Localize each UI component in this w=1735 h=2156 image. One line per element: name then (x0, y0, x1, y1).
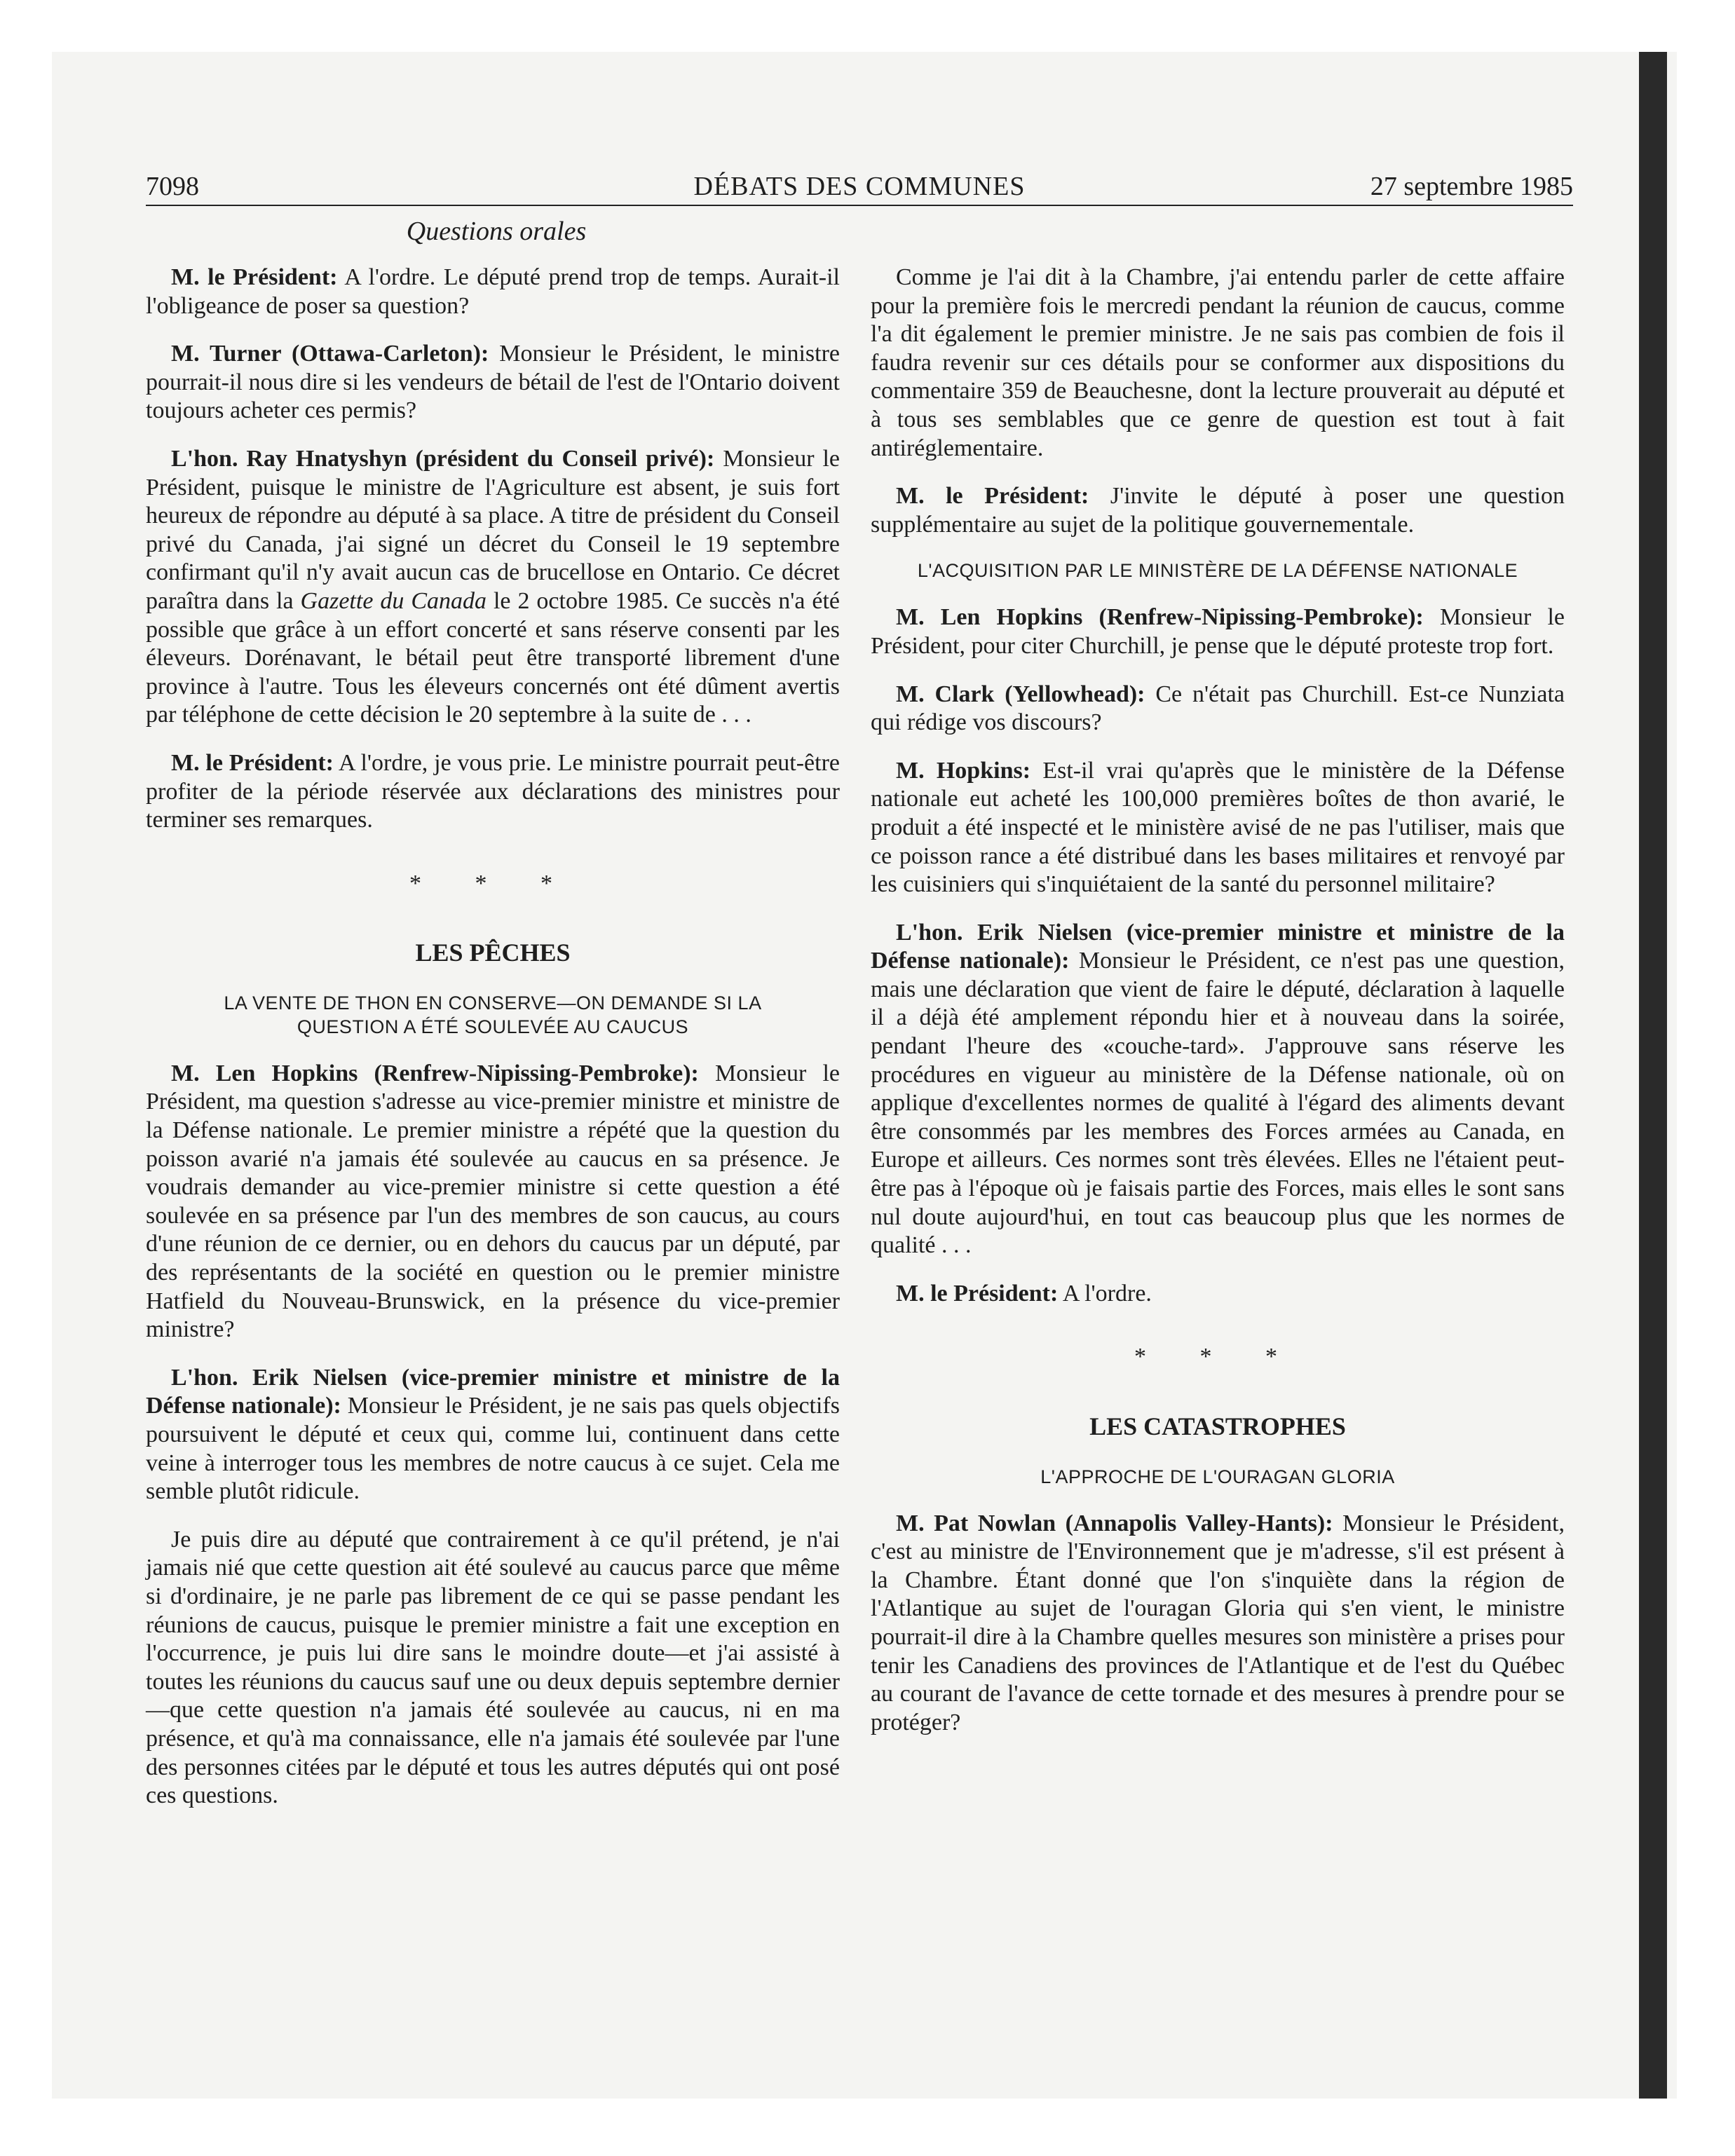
speaker-name: M. Len Hopkins (Renfrew-Nipissing-Pembroke): (896, 604, 1424, 631)
speech-text: A l'ordre. Le député prend trop de temps. Aurait-il l'obligeance de poser sa question? (146, 264, 840, 319)
publication-date: 27 septembre 1985 (1370, 172, 1573, 201)
paragraph (146, 264, 840, 320)
speaker-name: M. le Président: (896, 1280, 1059, 1306)
section-subheading: Questions orales (406, 217, 587, 246)
speaker-name: M. le Président: (896, 483, 1089, 510)
subsection-title-line: QUESTION A ÉTÉ SOULEVÉE AU CAUCUS (297, 1016, 689, 1037)
subsection-title-line: LA VENTE DE THON EN CONSERVE—ON DEMANDE SI LA (224, 992, 762, 1014)
speaker-name: L'hon. Ray Hnatyshyn (président du Conseil privé): (171, 445, 715, 472)
paragraph (871, 757, 1565, 899)
speaker-name: M. Pat Nowlan (Annapolis Valley-Hants): (896, 1510, 1333, 1536)
paragraph (871, 1510, 1565, 1738)
speech-text: Monsieur le Président, puisque le ministre de l'Agriculture est absent, je suis fort heureux de répondre au député à sa place. A titre de président du Conseil privé du Canada, j'ai signé un décret du Conseil le 19 septembre confirmant qu'il n'y avait aucun cas de brucellose en Ontario. Ce décret paraîtra dans la (146, 445, 840, 614)
paragraph (871, 264, 1565, 463)
speech-text: Comme je l'ai dit à la Chambre, j'ai entendu parler de cette affaire pour la première fois le mercredi pendant la réunion de caucus, comme l'a dit également le premier ministre. Je ne sais pas combien de fois il faudra revenir sur ces détails pour se conformer aux dispositions du commentaire 359 de Beauchesne, dont la lecture prouverait au député et à tous ses semblables que ce genre de question est tout à fait antiréglementaire. (871, 264, 1565, 461)
italic-publication: Gazette du Canada (300, 587, 487, 614)
speech-text: Monsieur le Président, je ne sais pas quels objectifs poursuivent le député et ceux qui, comme lui, continuent dans cette veine à interroger tous les membres de notre caucus à ce sujet. Cela me semble plutôt ridicule. (146, 1393, 840, 1505)
section-separator: * * * (409, 870, 576, 896)
paragraph (871, 603, 1565, 660)
paragraph (871, 482, 1565, 539)
left-column (146, 264, 840, 1830)
speaker-name: L'hon. Erik Nielsen (vice-premier ministre et ministre de la Défense nationale): (871, 919, 1565, 974)
paragraph (146, 1060, 840, 1344)
paragraph (146, 340, 840, 425)
right-column (871, 264, 1565, 1756)
section-title: LES CATASTROPHES (1089, 1412, 1346, 1440)
speaker-name: M. Hopkins: (896, 757, 1031, 784)
scan-edge-shadow (1639, 52, 1667, 2099)
page-number: 7098 (146, 172, 199, 201)
speech-text: Monsieur le Président, pour citer Churchill, je pense que le député proteste trop fort. (871, 604, 1565, 659)
speech-text: Monsieur le Président, le ministre pourrait-il nous dire si les vendeurs de bétail de l'est de l'Ontario doivent toujours acheter ces permis? (146, 341, 840, 424)
running-header (146, 170, 1573, 203)
speaker-name: M. Turner (Ottawa-Carleton): (171, 341, 489, 367)
speaker-name: L'hon. Erik Nielsen (vice-premier ministre et ministre de la Défense nationale): (146, 1364, 840, 1419)
speaker-name: M. le Président: (171, 749, 334, 776)
subsection-title: L'ACQUISITION PAR LE MINISTÈRE DE LA DÉFENSE NATIONALE (917, 560, 1518, 582)
speaker-name: M. le Président: (171, 264, 338, 290)
paragraph (146, 1526, 840, 1810)
paragraph (871, 919, 1565, 1260)
speaker-name: M. Clark (Yellowhead): (896, 681, 1145, 707)
header-rule (146, 205, 1573, 206)
section-title: LES PÊCHES (415, 939, 571, 967)
speech-text: Monsieur le Président, c'est au ministre de l'Environnement que je m'adresse, s'il est présent à la Chambre. Étant donné que l'on s'inquiète dans la région de l'Atlantique au sujet de l'ouragan Gloria qui s'en vient, le ministre pourrait-il dire à la Chambre quelles mesures son ministère a prises pour tenir les Canadiens des provinces de l'Atlantique et de l'est du Québec au courant de l'avance de cette tornade et des mesures à prendre pour se protéger? (871, 1510, 1565, 1735)
paragraph (146, 1364, 840, 1506)
speech-text: le 2 octobre 1985. Ce succès n'a été possible que grâce à un effort concerté et sans réserve consenti par les éleveurs. Dorénavant, le bétail peut être transporté librement d'une province à l'autre. Tous les éleveurs concernés ont été dûment avertis par téléphone de cette décision le 20 septembre à la suite de . . . (146, 587, 840, 728)
paragraph (146, 749, 840, 835)
speech-text: Est-il vrai qu'après que le ministère de la Défense nationale eut acheté les 100,000 premières boîtes de thon avarié, le produit a été inspecté et le ministère avisé de ne pas l'utiliser, mais que ce poisson rance a été distribué dans les bases militaires et renvoyé par les cuisiniers qui s'inquiétaient de la santé du personnel militaire? (871, 757, 1565, 898)
speech-text: Monsieur le Président, ce n'est pas une question, mais une déclaration que vient de faire le député, déclaration à laquelle il a déjà été amplement répondu hier et à nouveau dans la soirée, pendant l'heure des «couche-tard». J'approuve sans réserve les procédures en vigueur au ministère de la Défense nationale, où on applique d'excellentes normes de qualité à l'égard des aliments devant être consommés par les membres des Forces armées au Canada, en Europe et ailleurs. Ces normes sont très élevées. Elles ne l'étaient peut-être pas à l'époque où je faisais partie des Forces, mais elles le sont sans nul doute aujourd'hui, en tout cas beaucoup plus que les normes de qualité . . . (871, 948, 1565, 1259)
subsection-title (146, 991, 840, 1039)
speech-text: A l'ordre, je vous prie. Le ministre pourrait peut-être profiter de la période réservée aux déclarations des ministres pour terminer ses remarques. (146, 749, 841, 833)
speech-text: J'invite le député à poser une question supplémentaire au sujet de la politique gouvernementale. (871, 483, 1565, 538)
speech-text: Monsieur le Président, ma question s'adresse au vice-premier ministre et ministre de la Défense nationale. Le premier ministre a répété que la question du poisson avarié n'a jamais été soulevée au caucus en sa présence. Je voudrais demander au vice-premier ministre si cette question a été soulevée en sa présence par l'un des membres de son caucus, au cours d'une réunion de ce dernier, ou en dehors du caucus par un député, par des représentants de la société en question ou le premier ministre Hatfield du Nouveau-Brunswick, en la présence du vice-premier ministre? (146, 1060, 840, 1343)
subsection-title: L'APPROCHE DE L'OURAGAN GLORIA (1040, 1466, 1395, 1487)
speech-text: Ce n'était pas Churchill. Est-ce Nunziata qui rédige vos discours? (871, 681, 1565, 736)
publication-title: DÉBATS DES COMMUNES (693, 172, 1026, 201)
speech-text: Je puis dire au député que contrairement à ce qu'il prétend, je n'ai jamais nié que cette question ait été soulevé au caucus parce que même si d'ordinaire, je ne parle pas librement de ce qui se passe pendant les réunions de caucus, puisque le premier ministre a fait une exception en l'occurrence, je puis lui dire sans le moindre doute—et j'ai assisté à toutes les réunions du caucus sauf une ou deux depuis septembre dernier—que cette question n'a jamais été soulevée au caucus, ni en ma présence, et qu'à ma connaissance, elle n'a jamais été soulevée par l'une des personnes citées par le député et tous les autres députés qui ont posé ces questions. (146, 1526, 840, 1809)
section-separator: * * * (1134, 1344, 1301, 1370)
paragraph (871, 681, 1565, 737)
speaker-name: M. Len Hopkins (Renfrew-Nipissing-Pembroke): (171, 1060, 699, 1086)
speech-text: A l'ordre. (1058, 1280, 1152, 1306)
paragraph (871, 1280, 1565, 1309)
paragraph (146, 445, 840, 730)
